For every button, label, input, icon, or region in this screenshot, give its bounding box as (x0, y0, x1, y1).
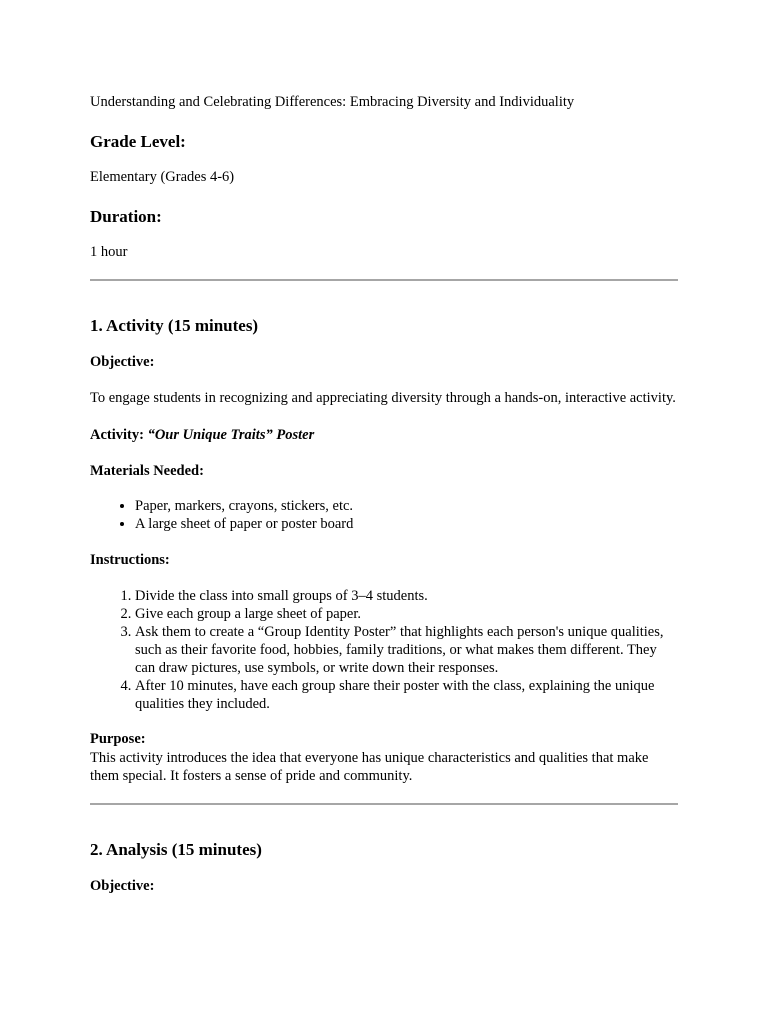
section2-heading: 2. Analysis (15 minutes) (90, 840, 262, 859)
list-item: 1. Divide the class into small groups of 3–4 students. (135, 587, 678, 605)
materials-list (90, 497, 678, 533)
section1-objective-label: Objective: (90, 354, 155, 370)
section1-activity-line (90, 426, 678, 444)
purpose-text: This activity introduces the idea that everyone has unique characteristics and qualities that make them special. It fosters a sense of pride and community. (90, 750, 649, 784)
list-item: • Paper, markers, crayons, stickers, etc. (135, 497, 678, 515)
grade-level-heading: Grade Level: (90, 132, 186, 151)
instructions-label: Instructions: (90, 552, 170, 568)
list-item: 4. After 10 minutes, have each group share their poster with the class, explaining the unique qualities they included. (135, 677, 678, 713)
document-title: Understanding and Celebrating Differences: Embracing Diversity and Individuality (90, 94, 575, 110)
instructions-list (90, 587, 678, 713)
list-item: • A large sheet of paper or poster board (135, 515, 678, 533)
section2-objective-label: Objective: (90, 878, 155, 894)
materials-label: Materials Needed: (90, 463, 204, 479)
duration-value: 1 hour (90, 244, 128, 260)
list-item: 2. Give each group a large sheet of paper. (135, 605, 678, 623)
activity-title: “Our Unique Traits” Poster (147, 427, 315, 443)
section1-objective-text: To engage students in recognizing and appreciating diversity through a hands-on, interactive activity. (90, 390, 676, 406)
section-divider (90, 803, 678, 805)
section-divider (90, 279, 678, 281)
purpose-label: Purpose: (90, 731, 146, 747)
grade-level-value: Elementary (Grades 4-6) (90, 169, 235, 185)
duration-heading: Duration: (90, 207, 162, 226)
list-item: 3. Ask them to create a “Group Identity Poster” that highlights each person's unique qualities, such as their favorite food, hobbies, family traditions, or what makes them different. They can draw pictures, use symbols, or write down their responses. (135, 623, 678, 677)
section1-heading: 1. Activity (15 minutes) (90, 316, 259, 335)
activity-label: Activity: (90, 427, 148, 443)
